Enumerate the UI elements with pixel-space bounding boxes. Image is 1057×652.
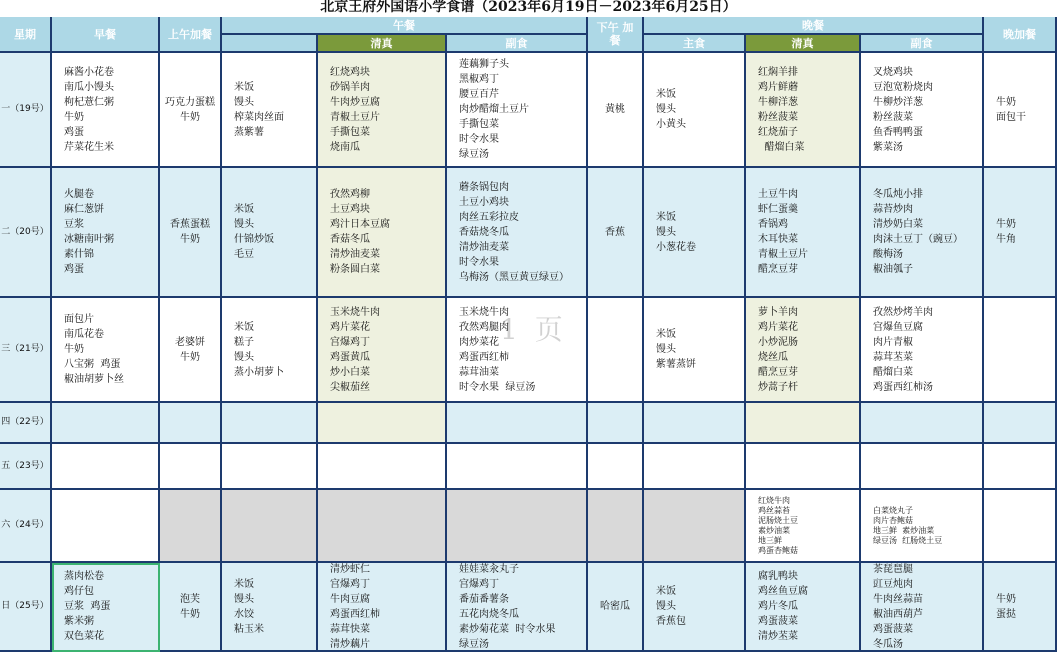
- menu-cell-breakfast[interactable]: [52, 444, 160, 490]
- header-dinner-staple: 主食: [644, 35, 746, 53]
- menu-cell-lunch-side[interactable]: [447, 403, 588, 444]
- menu-cell-dinner-staple[interactable]: 米饭 馒头 小黄头: [644, 53, 746, 168]
- menu-cell-lunch-staple[interactable]: [222, 490, 318, 563]
- menu-cell-lunch-halal[interactable]: 红烧鸡块 砂锅羊肉 牛肉炒豆腐 青椒土豆片 手撕包菜 烧南瓜: [318, 53, 447, 168]
- page-watermark: 1 页: [500, 313, 567, 346]
- weekday-label: 六（24号）: [0, 490, 52, 563]
- header-lunch: 午餐: [222, 17, 588, 35]
- header-lunch-staple: [222, 35, 318, 53]
- menu-cell-dinner-staple[interactable]: [644, 403, 746, 444]
- menu-cell-afternoon-snack[interactable]: [588, 403, 644, 444]
- menu-cell-lunch-side[interactable]: [447, 490, 588, 563]
- header-lunch-halal: 清真: [318, 35, 447, 53]
- menu-cell-dinner-halal[interactable]: 红焖羊排 鸡片鲜蘑 牛柳洋葱 粉丝菠菜 红烧茄子 醋熘白菜: [746, 53, 861, 168]
- menu-cell-lunch-side[interactable]: [447, 444, 588, 490]
- menu-cell-dinner-halal[interactable]: 腐乳鸭块 鸡丝鱼豆腐 鸡片冬瓜 鸡蛋菠菜 清炒苤菜: [746, 563, 861, 652]
- menu-cell-night-snack[interactable]: [984, 403, 1057, 444]
- header-dinner-side: 副食: [861, 35, 984, 53]
- menu-cell-night-snack[interactable]: [984, 298, 1057, 403]
- menu-cell-breakfast[interactable]: 面包片 南瓜花卷 牛奶 八宝粥 鸡蛋 椒油胡萝卜丝: [52, 298, 160, 403]
- menu-cell-lunch-side[interactable]: 玉米烧牛肉 孜然鸡腿肉 肉炒菜花 鸡蛋西红柿 蒜茸油菜 时令水果 绿豆汤: [447, 298, 588, 403]
- menu-cell-dinner-side[interactable]: 孜然炒烤羊肉 宫爆鱼豆腐 肉片青椒 蒜茸苤菜 醋熘白菜 鸡蛋西红柿汤: [861, 298, 984, 403]
- weekday-label: 三（21号）: [0, 298, 52, 403]
- menu-cell-dinner-side[interactable]: 冬瓜炖小排 蒜苔炒肉 清炒奶白菜 肉沫土豆丁（豌豆） 酸梅汤 椒油瓠子: [861, 168, 984, 298]
- menu-cell-lunch-staple[interactable]: 米饭 馒头 榨菜肉丝面 蒸紫薯: [222, 53, 318, 168]
- menu-cell-night-snack[interactable]: 牛奶 蛋挞: [984, 563, 1057, 652]
- menu-cell-dinner-side[interactable]: 茶琵琶腿 豇豆炖肉 牛肉丝蒜苗 椒油西葫芦 鸡蛋菠菜 冬瓜汤: [861, 563, 984, 652]
- header-breakfast: 早餐: [52, 17, 160, 53]
- menu-cell-lunch-staple[interactable]: 米饭 馒头 水饺 粘玉米: [222, 563, 318, 652]
- menu-cell-dinner-staple[interactable]: [644, 444, 746, 490]
- menu-cell-morning-snack[interactable]: 泡芙 牛奶: [160, 563, 222, 652]
- header-night-snack: 晚加餐: [984, 17, 1057, 53]
- menu-cell-morning-snack[interactable]: [160, 444, 222, 490]
- menu-cell-dinner-halal[interactable]: 红烧牛肉 鸡丝蒜苔 泥肠烧土豆 素炒油菜 地三鲜 鸡蛋杏鲍菇: [746, 490, 861, 563]
- menu-cell-dinner-staple[interactable]: [644, 490, 746, 563]
- menu-cell-afternoon-snack[interactable]: 香蕉: [588, 168, 644, 298]
- menu-cell-morning-snack[interactable]: [160, 403, 222, 444]
- menu-cell-morning-snack[interactable]: 老婆饼 牛奶: [160, 298, 222, 403]
- menu-cell-lunch-halal[interactable]: [318, 444, 447, 490]
- menu-cell-lunch-halal[interactable]: 孜然鸡柳 土豆鸡块 鸡汁日本豆腐 香菇冬瓜 清炒油麦菜 粉条圆白菜: [318, 168, 447, 298]
- menu-cell-dinner-halal[interactable]: 土豆牛肉 虾仁蛋羹 香锅鸡 木耳快菜 青椒土豆片 醋烹豆芽: [746, 168, 861, 298]
- menu-cell-night-snack[interactable]: [984, 444, 1057, 490]
- menu-cell-lunch-halal[interactable]: [318, 403, 447, 444]
- menu-cell-dinner-side[interactable]: 白菜烧丸子 肉片杏鲍菇 地三鲜 素炒油菜 绿豆汤 红肠烧土豆: [861, 490, 984, 563]
- header-morning-snack: 上午加餐: [160, 17, 222, 53]
- menu-cell-lunch-side[interactable]: 蘑条锅包肉 土豆小鸡块 肉丝五彩拉皮 香菇烧冬瓜 清炒油麦菜 时令水果 乌梅汤（黑豆黄豆绿豆）: [447, 168, 588, 298]
- weekday-label: 日（25号）: [0, 563, 52, 652]
- menu-cell-night-snack[interactable]: 牛奶 面包干: [984, 53, 1057, 168]
- menu-cell-dinner-side[interactable]: [861, 403, 984, 444]
- menu-cell-lunch-halal[interactable]: [318, 490, 447, 563]
- menu-cell-breakfast[interactable]: [52, 403, 160, 444]
- menu-cell-lunch-side[interactable]: 娃娃菜汆丸子 宫爆鸡丁 番茄番薯条 五花肉烧冬瓜 素炒菊花菜 时令水果 绿豆汤: [447, 563, 588, 652]
- menu-cell-dinner-halal[interactable]: [746, 403, 861, 444]
- menu-cell-breakfast[interactable]: [52, 490, 160, 563]
- menu-cell-afternoon-snack[interactable]: [588, 490, 644, 563]
- header-lunch-side: 副食: [447, 35, 588, 53]
- menu-cell-breakfast[interactable]: 火腿卷 麻仁葱饼 豆浆 冰糖南叶粥 素什锦 鸡蛋: [52, 168, 160, 298]
- menu-cell-lunch-halal[interactable]: 清炒虾仁 宫爆鸡丁 牛肉豆腐 鸡蛋西红柿 蒜茸快菜 清炒藕片: [318, 563, 447, 652]
- header-dinner-halal: 清真: [746, 35, 861, 53]
- menu-cell-lunch-staple[interactable]: 米饭 馒头 什锦炒饭 毛豆: [222, 168, 318, 298]
- menu-cell-lunch-side[interactable]: 莲藕狮子头 黑椒鸡丁 腰豆百芹 肉炒醋熘土豆片 手撕包菜 时令水果 绿豆汤: [447, 53, 588, 168]
- menu-cell-morning-snack[interactable]: 香蕉蛋糕 牛奶: [160, 168, 222, 298]
- menu-cell-morning-snack[interactable]: [160, 490, 222, 563]
- menu-cell-night-snack[interactable]: 牛奶 牛角: [984, 168, 1057, 298]
- menu-cell-dinner-staple[interactable]: 米饭 馒头 小葱花卷: [644, 168, 746, 298]
- header-afternoon-snack: 下午 加 餐: [588, 17, 644, 53]
- weekday-label: 一（19号）: [0, 53, 52, 168]
- menu-cell-lunch-staple[interactable]: 米饭 糕子 馒头 蒸小胡萝卜: [222, 298, 318, 403]
- menu-cell-afternoon-snack[interactable]: 黄桃: [588, 53, 644, 168]
- menu-cell-afternoon-snack[interactable]: 哈密瓜: [588, 563, 644, 652]
- menu-cell-breakfast[interactable]: 麻酱小花卷 南瓜小馒头 枸杞薏仁粥 牛奶 鸡蛋 芹菜花生米: [52, 53, 160, 168]
- menu-cell-breakfast[interactable]: 蒸肉松卷 鸡仔包 豆浆 鸡蛋 紫米粥 双色菜花: [52, 563, 160, 652]
- menu-cell-afternoon-snack[interactable]: [588, 444, 644, 490]
- menu-cell-dinner-halal[interactable]: [746, 444, 861, 490]
- menu-cell-lunch-staple[interactable]: [222, 403, 318, 444]
- weekday-label: 二（20号）: [0, 168, 52, 298]
- menu-cell-lunch-staple[interactable]: [222, 444, 318, 490]
- menu-cell-lunch-halal[interactable]: 玉米烧牛肉 鸡片菜花 宫爆鸡丁 鸡蛋黄瓜 炒小白菜 尖椒茄丝: [318, 298, 447, 403]
- menu-cell-dinner-halal[interactable]: 萝卜羊肉 鸡片菜花 小炒泥肠 烧丝瓜 醋烹豆芽 炒蒿子杆: [746, 298, 861, 403]
- page-title: 北京王府外国语小学食谱（2023年6月19日－2023年6月25日）: [320, 0, 737, 15]
- weekday-label: 四（22号）: [0, 403, 52, 444]
- menu-cell-afternoon-snack[interactable]: [588, 298, 644, 403]
- menu-cell-dinner-side[interactable]: 叉烧鸡块 豆泡宽粉烧肉 牛柳炒洋葱 粉丝菠菜 鱼香鸭鸭蛋 紫菜汤: [861, 53, 984, 168]
- menu-cell-dinner-side[interactable]: [861, 444, 984, 490]
- menu-cell-dinner-staple[interactable]: 米饭 馒头 紫薯蒸饼: [644, 298, 746, 403]
- menu-cell-morning-snack[interactable]: 巧克力蛋糕 牛奶: [160, 53, 222, 168]
- menu-cell-night-snack[interactable]: [984, 490, 1057, 563]
- weekday-label: 五（23号）: [0, 444, 52, 490]
- header-dinner: 晚餐: [644, 17, 984, 35]
- menu-cell-dinner-staple[interactable]: 米饭 馒头 香蕉包: [644, 563, 746, 652]
- header-weekday: 星期: [0, 17, 52, 53]
